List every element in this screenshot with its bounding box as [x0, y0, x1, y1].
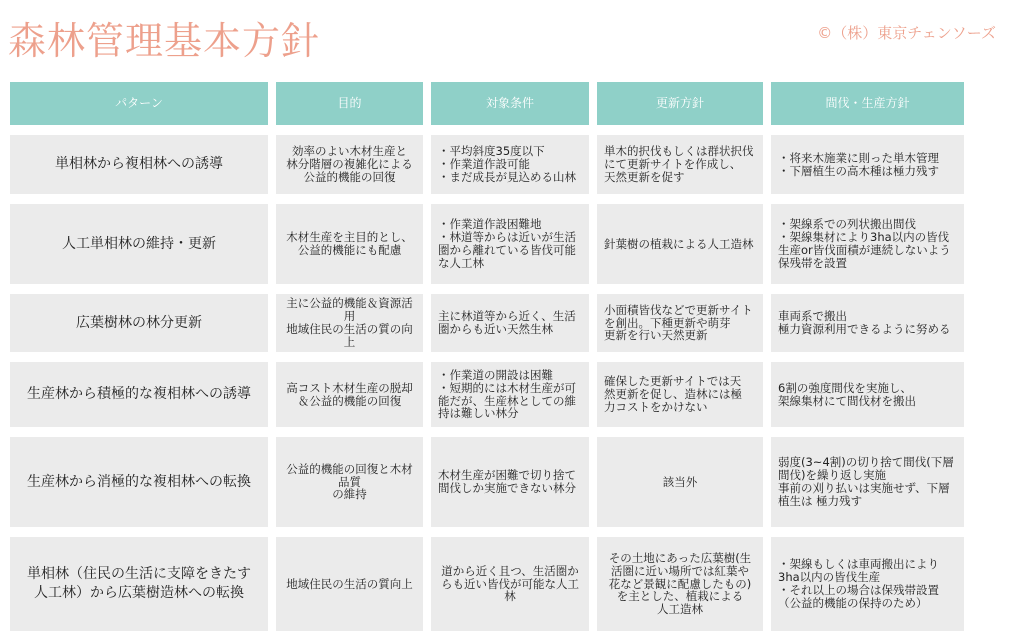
row-3-purpose	[276, 294, 423, 352]
row-6-pattern	[10, 537, 268, 631]
row-5-condition	[431, 437, 589, 527]
row-4-condition-text: ・作業道の開設は困難 ・短期的には木材生産が可 能だが、生産林としての維 持は難しい林分	[438, 367, 576, 421]
row-4-condition	[431, 362, 589, 427]
row-3-thinning-text: 車両系で搬出 極力資源利用できるように努める	[778, 309, 951, 336]
row-3-pattern	[10, 294, 268, 352]
page-title: 森林管理基本方針	[8, 19, 321, 63]
row-5-thinning	[771, 437, 964, 527]
row-4-thinning-text: 6割の強度間伐を実施し、 架線集材にて間伐材を搬出	[778, 380, 916, 408]
row-5-renewal	[597, 437, 763, 527]
header-purpose: 目的	[276, 82, 423, 125]
row-6-pattern-text: 単相林（住民の生活に支障をきたす 人工林）から広葉樹造林への転換	[27, 566, 251, 601]
row-3-condition	[431, 294, 589, 352]
row-2-thinning	[771, 204, 964, 284]
row-4-pattern	[10, 362, 268, 427]
row-2-thinning-text: ・架線系での列状搬出間伐 ・架線集材により3ha以内の皆伐 生産or皆伐面積が連続しないよう 保残帯を設置	[778, 217, 951, 270]
row-6-renewal	[597, 537, 763, 631]
row-1-purpose	[276, 135, 423, 194]
row-4-purpose-text: 高コスト木材生産の脱却 ＆公益的機能の回復	[286, 380, 413, 408]
row-5-condition-text: 木材生産が困難で切り捨て 間伐しか実施できない林分	[438, 468, 576, 495]
row-4-renewal-text: 確保した更新サイトでは天 然更新を促し、造林には極 力コストをかけない	[604, 374, 742, 414]
row-2-pattern	[10, 204, 268, 284]
row-4-renewal	[597, 362, 763, 427]
row-5-pattern-text: 生産林から消極的な複相林への転換	[27, 473, 251, 490]
row-4-thinning	[771, 362, 964, 427]
row-2-purpose	[276, 204, 423, 284]
row-2-renewal-text: 針葉樹の植栽による人工造林	[604, 236, 754, 251]
row-1-renewal-text: 単木的択伐もしくは群状択伐 にて更新サイトを作成し、 天然更新を促す	[604, 144, 754, 184]
row-5-thinning-text: 弱度(3~4割)の切り捨て間伐(下層 間伐)を繰り返し実施 事前の刈り払いは実施せず、下層 植生は 極力残す	[778, 455, 954, 508]
row-1-condition	[431, 135, 589, 194]
row-6-condition	[431, 537, 589, 631]
row-1-pattern-text: 単相林から複相林への誘導	[55, 156, 223, 173]
row-4-purpose	[276, 362, 423, 427]
row-3-pattern-text: 広葉樹林の林分更新	[76, 314, 202, 331]
row-3-purpose-text: 主に公益的機能＆資源活用 地域住民の生活の質の向上	[286, 296, 413, 349]
row-5-purpose	[276, 437, 423, 527]
row-2-renewal	[597, 204, 763, 284]
row-4-pattern-text: 生産林から積極的な複相林への誘導	[27, 386, 251, 403]
row-2-condition	[431, 204, 589, 284]
row-1-renewal	[597, 135, 763, 194]
row-3-thinning	[771, 294, 964, 352]
row-6-thinning-text: ・架線もしくは車両搬出により 3ha以内の皆伐生産 ・それ以上の場合は保残帯設置 （公益的機能の保持のため）	[778, 557, 939, 610]
header-condition: 対象条件	[431, 82, 589, 125]
row-1-thinning-text: ・将来木施業に則った単木管理 ・下層植生の高木種は極力残す	[778, 150, 939, 178]
row-6-renewal-text: その土地にあった広葉樹(生 活圏に近い場所では紅葉や 花など景観に配慮したもの) を主とした、植栽による 人工造林	[608, 550, 752, 617]
row-5-renewal-text: 該当外	[662, 474, 698, 489]
row-5-purpose-text: 公益的機能の回復と木材品質 の維持	[286, 461, 413, 502]
row-2-pattern-text: 人工単相林の維持・更新	[62, 235, 216, 252]
header-thinning: 間伐・生産方針	[771, 82, 964, 125]
row-6-purpose	[276, 537, 423, 631]
row-2-purpose-text: 木材生産を主目的とし、 公益的機能にも配慮	[286, 230, 413, 257]
row-2-condition-text: ・作業道作設困難地 ・林道等からは近いが生活 圏から離れている皆伐可能 な人工林	[438, 217, 576, 270]
row-1-purpose-text: 効率のよい木材生産と 林分階層の複雑化による 公益的機能の回復	[286, 144, 413, 184]
row-3-condition-text: 主に林道等から近く、生活 圏からも近い天然生林	[438, 309, 576, 336]
row-6-thinning	[771, 537, 964, 631]
policy-table	[10, 82, 996, 631]
row-6-condition-text: 道から近く且つ、生活圏か らも近い皆伐が可能な人工 林	[441, 563, 579, 604]
header-pattern: パターン	[10, 82, 268, 125]
header-renewal: 更新方針	[597, 82, 763, 125]
row-5-pattern	[10, 437, 268, 527]
row-1-condition-text: ・平均斜度35度以下 ・作業道作設可能 ・まだ成長が見込める山林	[438, 144, 576, 184]
copyright-notice: ©（株）東京チェンソーズ	[817, 24, 996, 42]
row-6-purpose-text: 地域住民の生活の質向上	[286, 576, 413, 591]
row-1-thinning	[771, 135, 964, 194]
row-3-renewal-text: 小面積皆伐などで更新サイト を創出。下種更新や萌芽 更新を行い天然更新	[604, 302, 753, 343]
row-1-pattern	[10, 135, 268, 194]
row-3-renewal	[597, 294, 763, 352]
